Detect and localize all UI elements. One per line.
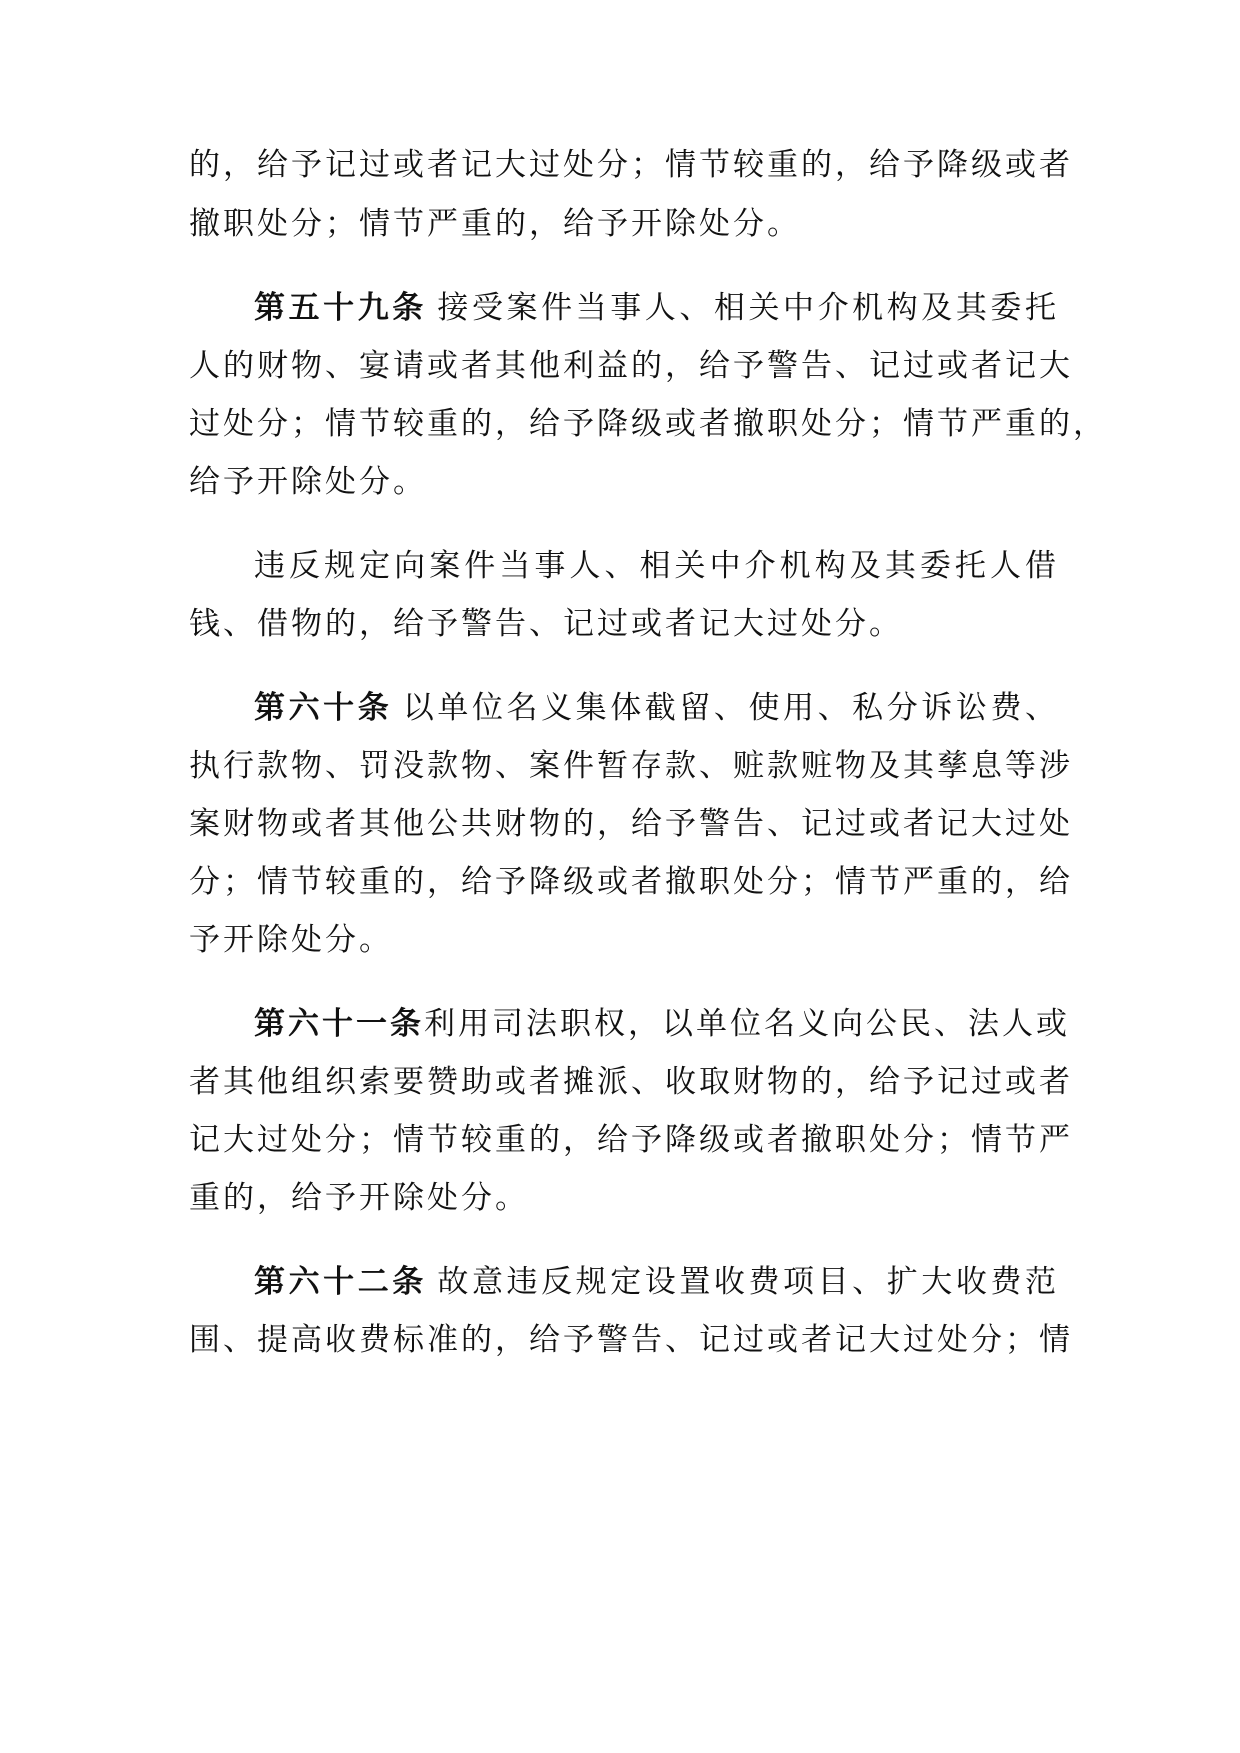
article-61-first-line	[254, 999, 1070, 1049]
text-line: 过处分；情节较重的，给予降级或者撤职处分；情节严重的，	[189, 406, 1107, 442]
text-line: 者其他组织索要赞助或者摊派、收取财物的，给予记过或者	[189, 1064, 1073, 1100]
article-62-first-line	[254, 1257, 1059, 1307]
text-line: 重的，给予开除处分。	[189, 1180, 529, 1216]
text-line: 执行款物、罚没款物、案件暂存款、赃款赃物及其孳息等涉	[189, 748, 1073, 784]
text-line: 给予开除处分。	[189, 464, 427, 500]
article-61-number: 第六十一条	[254, 1006, 424, 1042]
text-line: 钱、借物的，给予警告、记过或者记大过处分。	[189, 606, 903, 642]
text-line: 的，给予记过或者记大过处分；情节较重的，给予降级或者	[189, 147, 1073, 183]
text-line: 案财物或者其他公共财物的，给予警告、记过或者记大过处	[189, 806, 1073, 842]
paragraph-first-line: 违反规定向案件当事人、相关中介机构及其委托人借	[254, 548, 1059, 584]
text-line: 撤职处分；情节严重的，给予开除处分。	[189, 206, 801, 242]
article-59-text: 接受案件当事人、相关中介机构及其委托	[436, 290, 1060, 326]
article-62-number: 第六十二条	[254, 1264, 427, 1300]
article-59-number: 第五十九条	[254, 290, 427, 326]
text-line: 人的财物、宴请或者其他利益的，给予警告、记过或者记大	[189, 348, 1073, 384]
article-60-first-line	[254, 683, 1059, 733]
text-line: 记大过处分；情节较重的，给予降级或者撤职处分；情节严	[189, 1122, 1073, 1158]
text-line: 予开除处分。	[189, 922, 393, 958]
article-62-text: 故意违反规定设置收费项目、扩大收费范	[436, 1264, 1060, 1300]
article-60-number: 第六十条	[254, 690, 393, 726]
text-line: 围、提高收费标准的，给予警告、记过或者记大过处分；情	[189, 1322, 1073, 1358]
text-line: 分；情节较重的，给予降级或者撤职处分；情节严重的，给	[189, 864, 1073, 900]
article-60-text: 以单位名义集体截留、使用、私分诉讼费、	[402, 690, 1060, 726]
article-61-text: 利用司法职权，以单位名义向公民、法人或	[424, 1006, 1070, 1042]
article-59-first-line	[254, 283, 1059, 333]
